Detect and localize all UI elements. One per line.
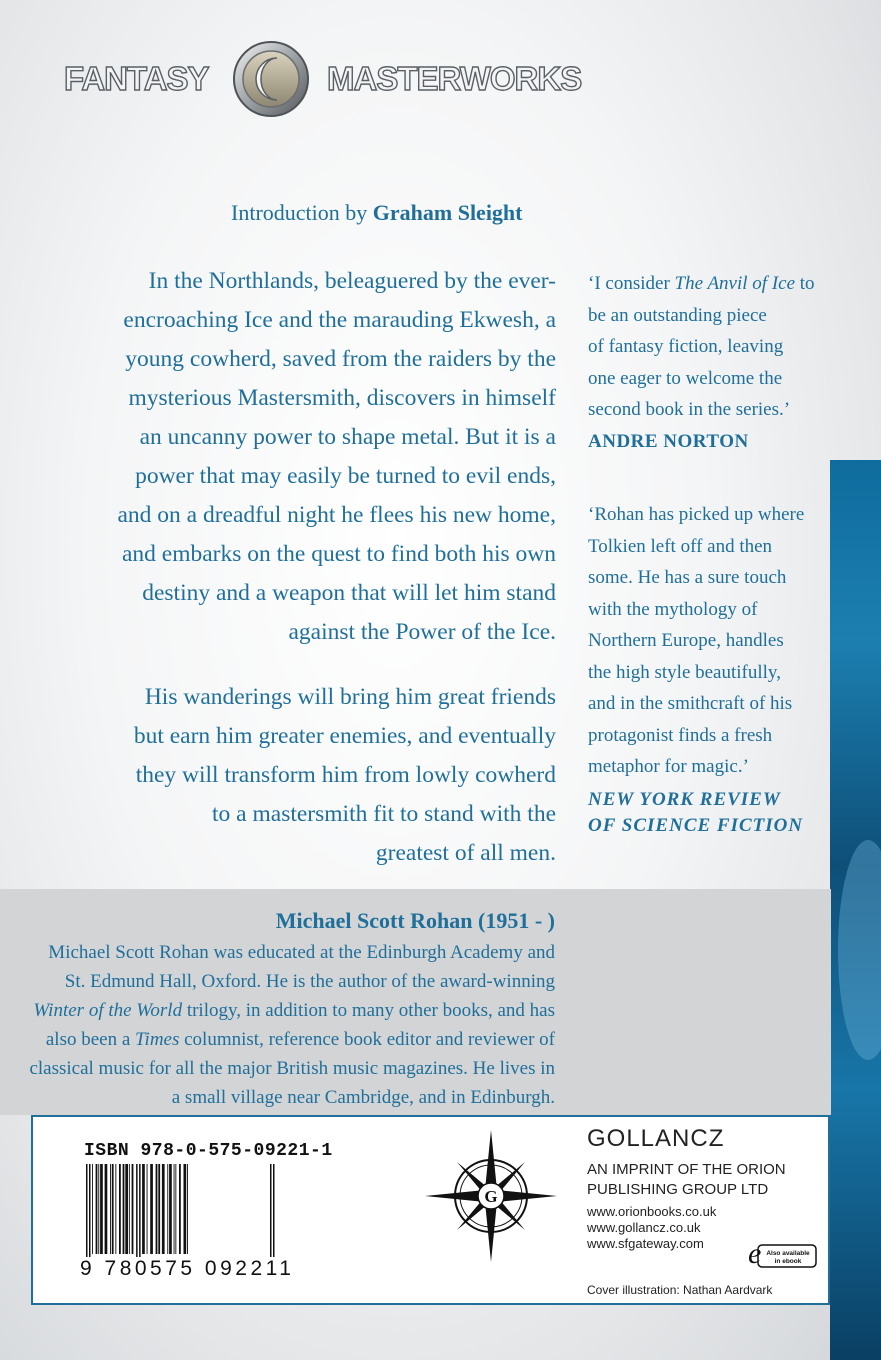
crescent-moon-emblem-icon bbox=[225, 40, 317, 118]
ebook-badge-text: Also available bbox=[766, 1250, 810, 1257]
quote-text: to bbox=[795, 273, 815, 294]
publisher-links bbox=[587, 1204, 716, 1252]
blurb-line: and embarks on the quest to find both his own bbox=[121, 541, 556, 567]
quote-line: the high style beautifully, bbox=[588, 661, 781, 683]
cover-credit: Cover illustration: Nathan Aardvark bbox=[587, 1283, 773, 1297]
barcode-bar bbox=[184, 1164, 187, 1254]
quote-line: ‘Rohan has picked up where bbox=[588, 504, 805, 525]
barcode-bar bbox=[112, 1164, 114, 1254]
publisher-link[interactable]: www.orionbooks.co.uk bbox=[587, 1204, 717, 1219]
publisher-link[interactable]: www.sfgateway.com bbox=[587, 1236, 704, 1251]
isbn-label: ISBN 978-0-575-09221-1 bbox=[84, 1141, 333, 1161]
review-quote-1 bbox=[588, 268, 815, 457]
publisher-imprint bbox=[587, 1160, 786, 1200]
blurb-line: against the Power of the Ice. bbox=[288, 619, 556, 645]
quote-line: of fantasy fiction, leaving bbox=[588, 336, 784, 357]
barcode-bar bbox=[150, 1164, 153, 1254]
quote-text: ‘I consider bbox=[588, 273, 675, 294]
cover-art-edge bbox=[830, 460, 881, 1360]
quote-line: be an outstanding piece bbox=[588, 304, 767, 326]
barcode-bar bbox=[115, 1164, 116, 1254]
barcode-icon bbox=[84, 1164, 278, 1262]
barcode-bar bbox=[123, 1164, 125, 1254]
bio-text-span: also been a bbox=[45, 1029, 136, 1050]
blurb-line: and on a dreadful night he flees his new home, bbox=[117, 502, 556, 528]
compass-letter: G bbox=[484, 1187, 498, 1206]
barcode-bar bbox=[158, 1164, 160, 1254]
barcode-bar bbox=[147, 1164, 148, 1254]
publisher-link[interactable]: www.gollancz.co.uk bbox=[587, 1220, 701, 1235]
blurb-line: an uncanny power to shape metal. But it is a bbox=[139, 424, 556, 450]
bio-line bbox=[29, 996, 555, 1025]
blurb-line: they will transform him from lowly cowherd bbox=[135, 762, 556, 788]
blurb-line: to a mastersmith fit to stand with the bbox=[212, 801, 556, 827]
ebook-badge-icon bbox=[746, 1237, 818, 1269]
quote-line: metaphor for magic.’ bbox=[588, 756, 749, 777]
barcode-bar bbox=[174, 1164, 175, 1254]
review-quote-2 bbox=[588, 499, 804, 839]
quote-line bbox=[588, 268, 815, 300]
barcode-bar bbox=[125, 1164, 128, 1254]
blurb-line: His wanderings will bring him great friends bbox=[144, 684, 556, 710]
blurb-line: destiny and a weapon that will let him stand bbox=[142, 580, 556, 606]
quote-line: second book in the series.’ bbox=[588, 399, 791, 420]
quote-line: one eager to welcome the bbox=[588, 367, 783, 389]
barcode-bar bbox=[156, 1164, 158, 1254]
bio-line: St. Edmund Hall, Oxford. He is the author of the award-winning bbox=[64, 971, 555, 992]
bio-line: Michael Scott Rohan was educated at the Edinburgh Academy and bbox=[48, 942, 555, 963]
quote-line: Northern Europe, handles bbox=[588, 630, 784, 651]
blurb-line: young cowherd, saved from the raiders by the bbox=[125, 346, 556, 372]
book-title: The Anvil of Ice bbox=[674, 273, 796, 294]
ebook-letter: e bbox=[748, 1237, 762, 1269]
barcode-bar bbox=[86, 1164, 88, 1262]
author-bio-heading: Michael Scott Rohan (1951 - ) bbox=[275, 908, 555, 933]
publication-title: Times bbox=[135, 1029, 180, 1050]
barcode-bar bbox=[96, 1164, 98, 1254]
barcode-bar bbox=[110, 1164, 111, 1254]
barcode-bar bbox=[167, 1164, 168, 1254]
author-bio-text bbox=[29, 938, 555, 1112]
barcode-bar bbox=[273, 1164, 275, 1262]
compass-rose-logo-icon bbox=[424, 1128, 558, 1264]
quote-line: and in the smithcraft of his bbox=[588, 693, 793, 714]
barcode-bar bbox=[129, 1164, 130, 1254]
barcode-bar bbox=[270, 1164, 272, 1262]
logo-word-fantasy: FANTASY bbox=[64, 60, 209, 97]
barcode-number: 9 780575 092211 bbox=[80, 1257, 295, 1280]
blurb-line: In the Northlands, beleaguered by the ever- bbox=[148, 268, 556, 294]
quote-line: Tolkien left off and then bbox=[588, 535, 773, 557]
barcode-bar bbox=[179, 1164, 181, 1254]
bio-line bbox=[29, 1025, 555, 1054]
blurb-paragraph-1 bbox=[117, 262, 556, 652]
barcode-bar bbox=[187, 1164, 188, 1254]
intro-author-name: Graham Sleight bbox=[372, 200, 523, 225]
intro-prefix: Introduction by bbox=[231, 200, 368, 225]
quote-line: with the mythology of bbox=[588, 598, 758, 620]
blurb-line: encroaching Ice and the marauding Ekwesh, a bbox=[123, 307, 556, 333]
barcode-bar bbox=[98, 1164, 99, 1254]
bio-text-span: columnist, reference book editor and reviewer of bbox=[179, 1029, 555, 1050]
introduction-credit bbox=[231, 200, 523, 226]
bio-line: a small village near Cambridge, and in Edinburgh. bbox=[171, 1087, 555, 1108]
barcode-bar bbox=[100, 1164, 103, 1254]
quote-source: OF SCIENCE FICTION bbox=[588, 814, 804, 836]
ebook-badge-text: in ebook bbox=[774, 1258, 802, 1265]
barcode-bar bbox=[139, 1164, 141, 1262]
publisher-name: GOLLANCZ bbox=[587, 1125, 725, 1152]
blurb-paragraph-2 bbox=[134, 678, 556, 873]
barcode-bar bbox=[89, 1164, 91, 1262]
barcode-bar bbox=[136, 1164, 138, 1262]
bio-text-span: trilogy, in addition to many other books, and has bbox=[182, 1000, 555, 1021]
fantasy-masterworks-logo bbox=[62, 40, 582, 118]
quote-line: some. He has a sure touch bbox=[588, 567, 787, 588]
barcode-bar bbox=[105, 1164, 108, 1254]
blurb-line: mysterious Mastersmith, discovers in himself bbox=[128, 385, 556, 411]
bio-line: classical music for all the major British music magazines. He lives in bbox=[29, 1058, 555, 1079]
imprint-line: AN IMPRINT OF THE ORION bbox=[587, 1161, 786, 1178]
quote-source: ANDRE NORTON bbox=[588, 430, 749, 452]
barcode-bar bbox=[142, 1164, 145, 1254]
barcode-bar bbox=[169, 1164, 172, 1254]
barcode-bar bbox=[175, 1164, 176, 1254]
quote-line: protagonist finds a fresh bbox=[588, 724, 773, 746]
barcode-bar bbox=[119, 1164, 121, 1254]
barcode-bar bbox=[92, 1164, 93, 1254]
quote-source: NEW YORK REVIEW bbox=[588, 788, 781, 810]
barcode-bar bbox=[132, 1164, 134, 1254]
logo-word-masterworks: MASTERWORKS bbox=[327, 60, 582, 97]
book-title: Winter of the World bbox=[33, 1000, 183, 1021]
blurb-line: greatest of all men. bbox=[375, 840, 556, 866]
blurb-line: but earn him greater enemies, and eventually bbox=[133, 723, 556, 749]
barcode-bar bbox=[162, 1164, 165, 1254]
blurb-line: power that may easily be turned to evil ends, bbox=[135, 463, 556, 489]
imprint-line: PUBLISHING GROUP LTD bbox=[587, 1181, 769, 1198]
